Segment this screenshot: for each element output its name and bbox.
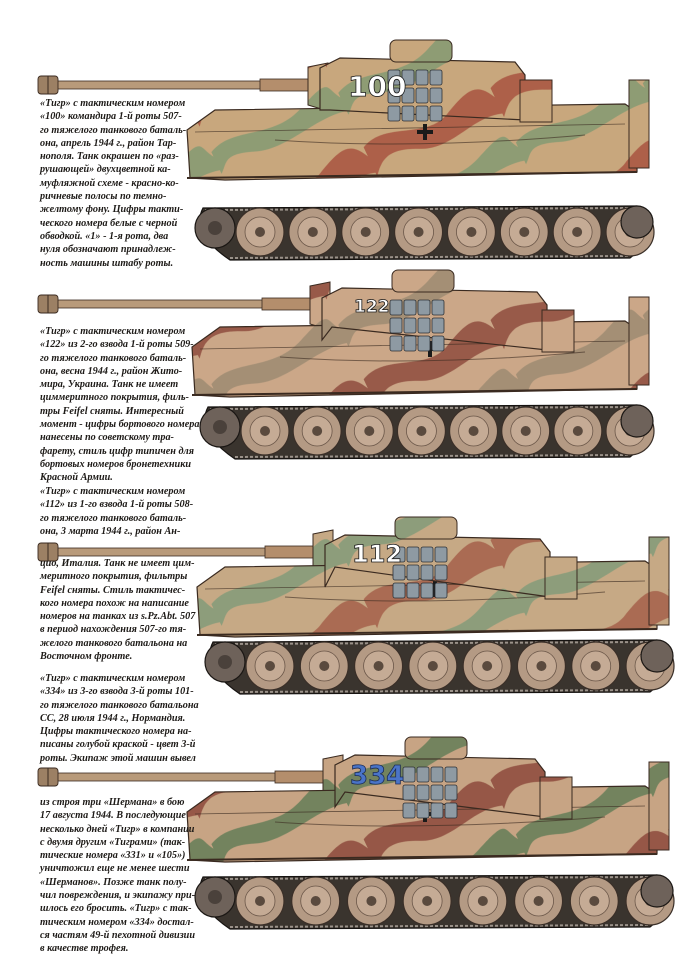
turret <box>320 40 552 122</box>
caption-line: го тяжелого танкового баталь- <box>40 512 187 524</box>
caption-line: момент - цифры бортового номера <box>40 419 200 431</box>
caption-line: муфляжной схеме - краcно-ко- <box>40 177 179 189</box>
caption-line: кого номера похож на написание <box>40 597 189 609</box>
caption-line: го тяжелого танкового батальона <box>40 699 199 711</box>
caption-line: тические номера «331» и «105») <box>40 850 186 862</box>
caption-line: мира, Украина. Танк не имеет <box>40 379 179 391</box>
caption-line: Цифры тактического номера на- <box>40 726 192 738</box>
caption-line: циммеритного покрытия, филь- <box>40 392 189 404</box>
caption-line: го тяжелого танкового баталь- <box>40 352 187 364</box>
caption-line: «Тигр» с тактическим номером <box>40 98 186 109</box>
tactical-number: 122 <box>354 297 390 317</box>
caption-line: с двумя другим «Тиграми» (так- <box>40 836 186 848</box>
running-gear <box>195 875 674 929</box>
caption-line: нанесены по советскому тра- <box>40 432 174 444</box>
caption-line: тры Feifel сняты. Интересный <box>40 405 184 417</box>
tactical-number: 334 <box>350 761 405 791</box>
caption-line: она, весна 1944 г., район Жито- <box>40 365 183 377</box>
caption-tank-334-part-a <box>40 672 200 765</box>
caption-line: в качестве трофея. <box>40 943 129 955</box>
caption-line: «Тигр» с тактическим номером <box>40 673 186 684</box>
caption-line: Красной Армии. <box>40 472 113 484</box>
caption-line: она, 3 марта 1944 г., район Ан- <box>40 525 181 537</box>
caption-line: номеров на танках из s.Pz.Abt. 507 <box>40 611 196 623</box>
caption-line: «122» из 2-го взвода 1-й роты 509- <box>40 339 194 351</box>
caption-line: Восточном фронте. <box>40 651 133 663</box>
caption-line: рушающей» двухцветной ка- <box>40 164 171 176</box>
caption-line: ся частям 49-й пехотной дивизии <box>40 929 196 941</box>
caption-line: цио, Италия. Танк не имеет цим- <box>40 558 195 569</box>
tactical-number: 112 <box>352 540 403 568</box>
caption-line: ность машины штабу роты. <box>40 257 174 269</box>
caption-line: ричневые полосы по темно- <box>40 191 167 203</box>
caption-line: Feifel сняты. Стиль тактичес- <box>40 584 186 596</box>
caption-line: несколько дней «Тигр» в компании <box>40 823 195 835</box>
caption-tank-334-part-b <box>40 796 200 956</box>
running-gear <box>200 405 654 459</box>
caption-line: в период нахождения 507-го тя- <box>40 624 187 636</box>
caption-line: тическим номером «334» достал- <box>40 916 194 928</box>
caption-tank-122 <box>40 325 210 485</box>
caption-line: писаны голубой краской - цвет 3-й <box>40 739 196 751</box>
caption-line: «Шерманов». Позже танк полу- <box>40 876 187 888</box>
caption-line: бортовых номеров бронетехники <box>40 458 192 470</box>
caption-line: нополя. Танк окрашен по «раз- <box>40 151 179 163</box>
gun-barrel <box>38 76 330 94</box>
caption-line: «112» из 1-го взвода 1-й роты 508- <box>40 499 194 511</box>
caption-line: меритного покрытия, фильтры <box>40 571 188 583</box>
caption-line: «334» из 3-го взвода 3-й роты 101- <box>40 686 194 698</box>
caption-tank-112-part-b <box>40 557 195 663</box>
caption-line: нуля обозначают принадлеж- <box>40 244 176 256</box>
gun-barrel <box>38 295 332 313</box>
running-gear <box>195 206 654 260</box>
caption-line: фарету, стиль цифр типичен для <box>40 445 194 457</box>
caption-line: роты. Экипаж этой машин вывел <box>40 752 196 764</box>
caption-line: «Тигр» с тактическим номером <box>40 486 186 497</box>
gun-barrel <box>38 768 345 786</box>
caption-line: «Тигр» с тактическим номером <box>40 326 186 337</box>
caption-tank-112-part-a <box>40 485 200 538</box>
caption-line: 17 августа 1944. В последующие <box>40 810 186 822</box>
caption-tank-100 <box>40 97 202 270</box>
caption-line: чил повреждения, и экипажу при- <box>40 890 196 902</box>
caption-line: шлось его бросить. «Тигр» с так- <box>40 903 192 915</box>
running-gear <box>205 640 674 694</box>
caption-line: обводкой. «1» - 1-я рота, два <box>40 230 169 242</box>
caption-line: желого танкового батальона на <box>40 637 188 649</box>
caption-line: уничтожил еще не менее шести <box>40 863 190 875</box>
caption-line: ческого номера белые с черной <box>40 217 178 229</box>
caption-line: го тяжелого танкового баталь- <box>40 124 187 136</box>
caption-line: «100» командира 1-й роты 507- <box>40 111 182 123</box>
tactical-number: 100 <box>348 70 407 103</box>
caption-line: желтому фону. Цифры такти- <box>40 204 184 216</box>
caption-line: из строя три «Шермана» в бою <box>40 797 185 808</box>
caption-line: СС, 28 июля 1944 г., Нормандия. <box>40 712 186 724</box>
caption-line: она, апрель 1944 г., район Тар- <box>40 137 177 149</box>
